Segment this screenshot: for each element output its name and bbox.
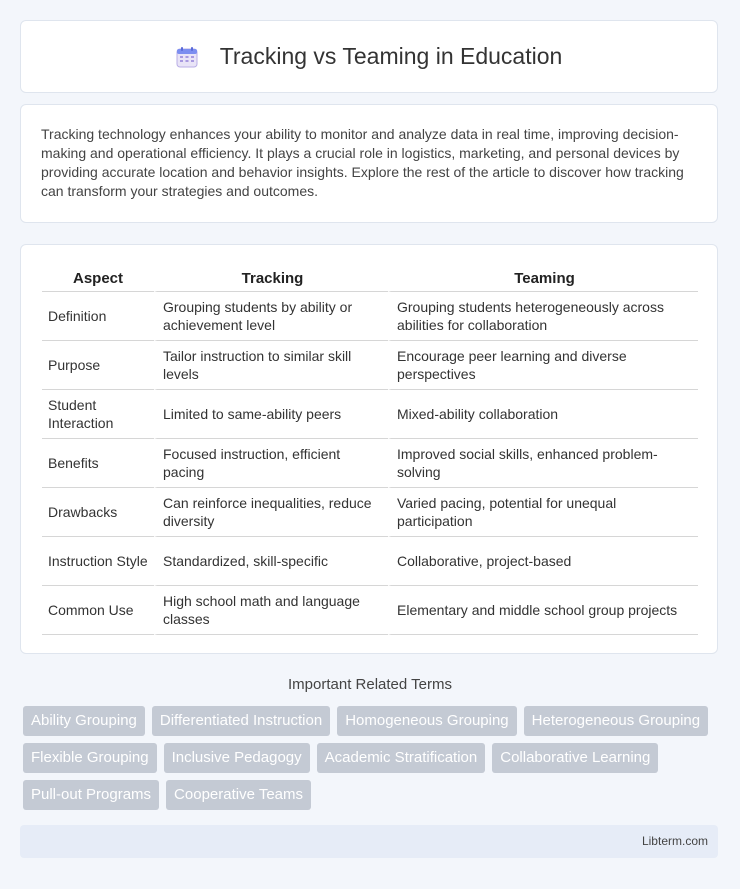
tracking-cell: Standardized, skill-specific	[154, 537, 388, 586]
intro-text: Tracking technology enhances your ability to monitor and analyze data in real time, improving decision-making and operational efficiency. It plays a crucial role in logistics, marketing, and personal devices by providing accurate location and behavior insights. Explore the rest of the article to discover how tracking can transform your strategies and outcomes.	[41, 126, 684, 199]
related-term-tag[interactable]: Collaborative Learning	[492, 743, 658, 773]
table-row	[42, 292, 698, 341]
comparison-table	[42, 265, 698, 635]
teaming-cell: Mixed-ability collaboration	[388, 390, 698, 439]
title-card	[20, 20, 718, 93]
aspect-cell: Drawbacks	[42, 488, 154, 537]
related-term-tag[interactable]: Flexible Grouping	[23, 743, 157, 773]
header-teaming: Teaming	[388, 265, 698, 292]
tracking-cell: Can reinforce inequalities, reduce diversity	[154, 488, 388, 537]
teaming-cell: Grouping students heterogeneously across abilities for collaboration	[388, 292, 698, 341]
calendar-icon	[176, 46, 198, 68]
tracking-cell: High school math and language classes	[154, 586, 388, 635]
related-term-tag[interactable]: Ability Grouping	[23, 706, 145, 736]
table-header-row	[42, 265, 698, 292]
related-terms-list	[23, 706, 723, 810]
table-row	[42, 488, 698, 537]
teaming-cell: Varied pacing, potential for unequal participation	[388, 488, 698, 537]
teaming-cell: Encourage peer learning and diverse perspectives	[388, 341, 698, 390]
table-row	[42, 390, 698, 439]
table-row	[42, 439, 698, 488]
header-aspect: Aspect	[42, 265, 154, 292]
related-term-tag[interactable]: Heterogeneous Grouping	[524, 706, 708, 736]
related-term-tag[interactable]: Differentiated Instruction	[152, 706, 330, 736]
related-term-tag[interactable]: Homogeneous Grouping	[337, 706, 516, 736]
related-terms-title: Important Related Terms	[288, 676, 452, 693]
intro-card	[20, 104, 718, 223]
related-term-tag[interactable]: Pull-out Programs	[23, 780, 159, 810]
comparison-card	[20, 244, 718, 654]
tracking-cell: Tailor instruction to similar skill levels	[154, 341, 388, 390]
footer	[20, 825, 718, 858]
table-row	[42, 586, 698, 635]
related-term-tag[interactable]: Inclusive Pedagogy	[164, 743, 310, 773]
related-term-tag[interactable]: Academic Stratification	[317, 743, 486, 773]
aspect-cell: Common Use	[42, 586, 154, 635]
teaming-cell: Elementary and middle school group projects	[388, 586, 698, 635]
tracking-cell: Grouping students by ability or achievement level	[154, 292, 388, 341]
aspect-cell: Instruction Style	[42, 537, 154, 586]
aspect-cell: Definition	[42, 292, 154, 341]
tracking-cell: Focused instruction, efficient pacing	[154, 439, 388, 488]
aspect-cell: Benefits	[42, 439, 154, 488]
table-row	[42, 341, 698, 390]
teaming-cell: Collaborative, project-based	[388, 537, 698, 586]
related-term-tag[interactable]: Cooperative Teams	[166, 780, 311, 810]
page-title: Tracking vs Teaming in Education	[219, 43, 563, 69]
table-row	[42, 537, 698, 586]
header-tracking: Tracking	[154, 265, 388, 292]
teaming-cell: Improved social skills, enhanced problem-solving	[388, 439, 698, 488]
aspect-cell: Student Interaction	[42, 390, 154, 439]
footer-site-link[interactable]: Libterm.com	[641, 834, 708, 848]
aspect-cell: Purpose	[42, 341, 154, 390]
tracking-cell: Limited to same-ability peers	[154, 390, 388, 439]
